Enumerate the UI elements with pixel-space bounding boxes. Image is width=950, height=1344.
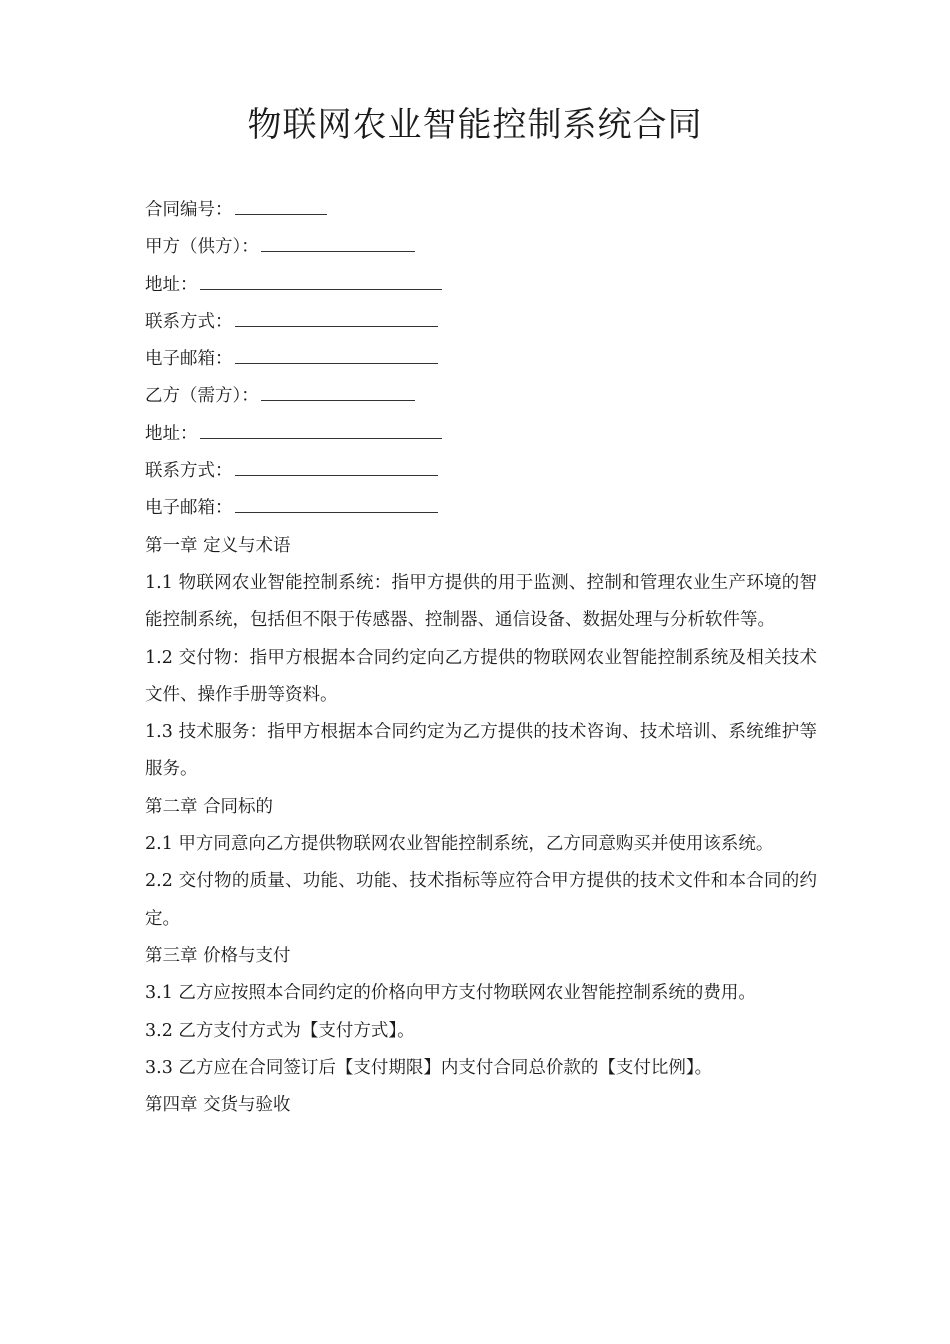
- field-label: 合同编号：: [145, 200, 233, 220]
- fill-in-blank[interactable]: [235, 192, 327, 215]
- field-label: 地址：: [145, 423, 198, 444]
- document-title: 物联网农业智能控制系统合同: [247, 105, 703, 145]
- clause: 1.1 物联网农业智能控制系统：指甲方提供的用于监测、控制和管理农业生产环境的智能控制系统，包括但不限于传感器、控制器、通信设备、数据处理与分析软件等。: [145, 572, 817, 631]
- clause: 3.3 乙方应在合同签订后【支付期限】内支付合同总价款的【支付比例】。: [145, 1057, 713, 1078]
- field-party-a-contact: [145, 304, 817, 341]
- fill-in-blank[interactable]: [235, 341, 438, 364]
- field-label: 地址：: [145, 274, 198, 295]
- field-party-a: [145, 229, 817, 266]
- field-party-b: [145, 378, 817, 415]
- fill-in-blank[interactable]: [235, 490, 438, 513]
- chapter-heading: 第三章 价格与支付: [145, 945, 291, 966]
- chapter-heading: 第四章 交货与验收: [145, 1095, 291, 1116]
- field-party-b-contact: [145, 453, 817, 490]
- clause: 1.2 交付物：指甲方根据本合同约定向乙方提供的物联网农业智能控制系统及相关技术文件、操作手册等资料。: [145, 647, 817, 705]
- chapter-heading: 第一章 定义与术语: [145, 535, 291, 556]
- fill-in-blank[interactable]: [235, 304, 438, 327]
- field-party-b-email: [145, 490, 817, 527]
- clause: 2.2 交付物的质量、功能、功能、技术指标等应符合甲方提供的技术文件和本合同的约定。: [145, 871, 817, 929]
- field-party-a-address: [145, 267, 817, 304]
- field-party-b-address: [145, 416, 817, 453]
- chapter-heading: 第二章 合同标的: [145, 796, 274, 817]
- field-label: 联系方式：: [145, 461, 233, 482]
- field-label: 电子邮箱：: [145, 498, 233, 519]
- field-label: 联系方式：: [145, 311, 233, 332]
- fill-in-blank[interactable]: [235, 453, 438, 476]
- fill-in-blank[interactable]: [261, 229, 415, 252]
- field-party-a-email: [145, 341, 817, 378]
- clause: 1.3 技术服务：指甲方根据本合同约定为乙方提供的技术咨询、技术培训、系统维护等服务。: [145, 722, 817, 780]
- field-contract-number: [145, 192, 817, 229]
- clause: 2.1 甲方同意向乙方提供物联网农业智能控制系统，乙方同意购买并使用该系统。: [145, 834, 774, 855]
- clause: 3.1 乙方应按照本合同约定的价格向甲方支付物联网农业智能控制系统的费用。: [145, 983, 756, 1004]
- fill-in-blank[interactable]: [200, 267, 442, 290]
- contract-body: [145, 192, 817, 1124]
- clause: 3.2 乙方支付方式为【支付方式】。: [145, 1020, 415, 1041]
- fill-in-blank[interactable]: [261, 378, 415, 401]
- field-label: 乙方（需方）：: [145, 386, 259, 407]
- field-label: 甲方（供方）：: [145, 237, 259, 258]
- field-label: 电子邮箱：: [145, 349, 233, 370]
- fill-in-blank[interactable]: [200, 416, 442, 439]
